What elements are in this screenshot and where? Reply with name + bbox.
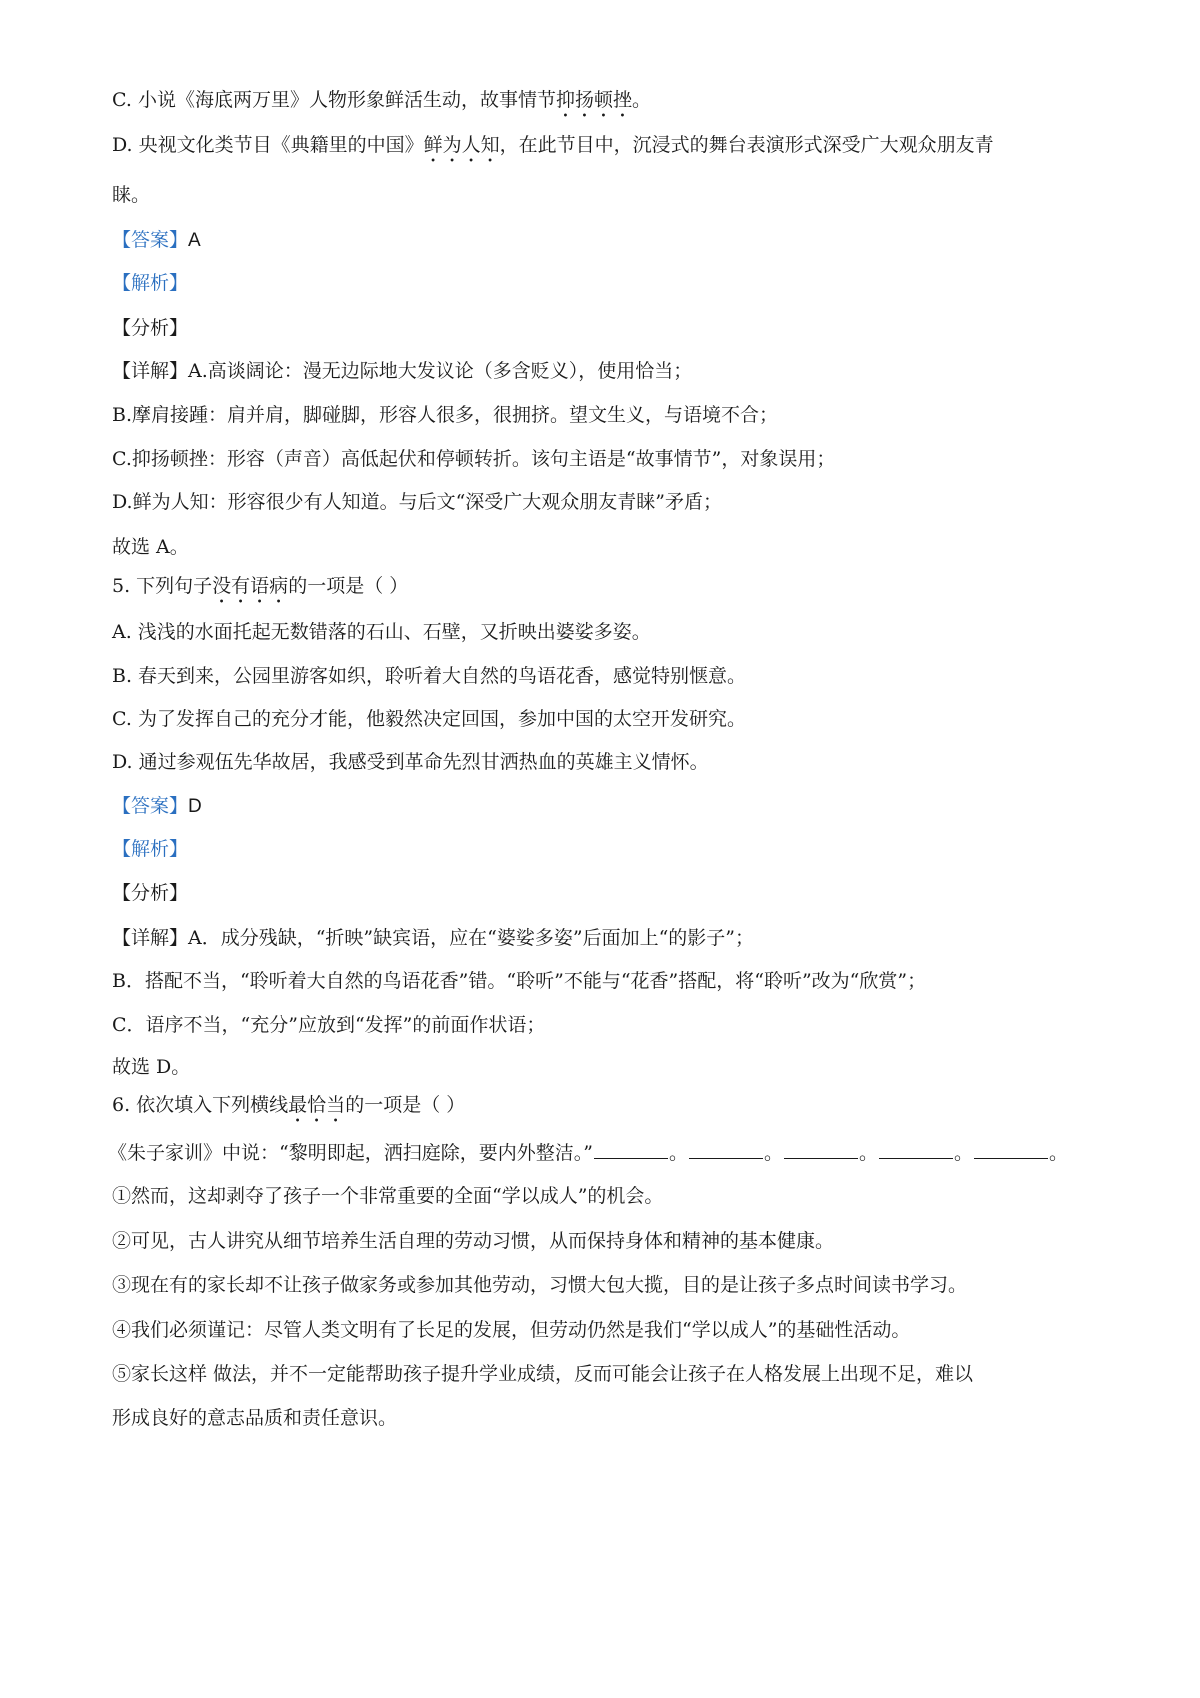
fill-blank	[974, 1140, 1048, 1159]
q4-answer	[112, 228, 201, 253]
emphasis-text: 最恰当	[288, 1094, 346, 1116]
q6-stem	[112, 1093, 465, 1127]
q6-sentence-3: ③现在有的家长却不让孩子做家务或参加其他劳动，习惯大包大揽，目的是让孩子多点时间读书学习。	[112, 1274, 968, 1296]
q4-detail-line: D.鲜为人知：形容很少有人知道。与后文“深受广大观众朋友青睐”矛盾；	[112, 491, 723, 513]
emphasis-text: 鲜为人知	[423, 134, 500, 156]
q5-detail-line: 【详解】A．成分残缺，“折映”缺宾语，应在“婆娑多姿”后面加上“的影子”；	[112, 927, 755, 949]
stem-text: 5. 下列句子	[112, 575, 213, 597]
q5-option-d: D. 通过参观伍先华故居，我感受到革命先烈甘洒热血的英雄主义情怀。	[112, 751, 709, 773]
answer-tag: 【答案】	[112, 795, 189, 817]
q6-sentence-1: ①然而，这却剥夺了孩子一个非常重要的全面“学以成人”的机会。	[112, 1185, 664, 1207]
q5-analysis-tag: 【解析】	[112, 838, 189, 860]
q5-stem	[112, 574, 408, 608]
q5-answer	[112, 794, 202, 819]
q4-fenxi: 【分析】	[112, 317, 189, 339]
option-text-end: 。	[631, 89, 651, 111]
q5-conclusion: 故选 D。	[112, 1056, 191, 1078]
answer-value: A	[188, 230, 201, 251]
q5-option-a: A. 浅浅的水面托起无数错落的石山、石壁，又折映出婆娑多姿。	[112, 621, 651, 643]
q6-sentence-4: ④我们必须谨记：尽管人类文明有了长足的发展，但劳动仍然是我们“学以成人”的基础性活动。	[112, 1319, 911, 1341]
q6-sentence-5-cont: 形成良好的意志品质和责任意识。	[112, 1407, 398, 1429]
q4-detail-line: C.抑扬顿挫：形容（声音）高低起伏和停顿转折。该句主语是“故事情节”，对象误用；	[112, 448, 836, 470]
q5-option-c: C. 为了发挥自己的充分才能，他毅然决定回国，参加中国的太空开发研究。	[112, 708, 746, 730]
fill-blank	[594, 1140, 668, 1159]
fill-blank	[784, 1140, 858, 1159]
quote-text: 《朱子家训》中说：“黎明即起，洒扫庭除，要内外整洁。”	[108, 1142, 593, 1164]
q4-option-d	[112, 133, 994, 167]
answer-tag: 【答案】	[112, 229, 189, 251]
q4-conclusion: 故选 A。	[112, 536, 189, 558]
q6-quote-line: 《朱子家训》中说：“黎明即起，洒扫庭除，要内外整洁。” 。 。 。 。 。	[108, 1142, 1069, 1164]
q4-option-d-cont: 睐。	[112, 184, 151, 206]
emphasis-text: 没有语病	[212, 575, 289, 597]
q5-option-b: B. 春天到来，公园里游客如织，聆听着大自然的鸟语花香，感觉特别惬意。	[112, 665, 747, 687]
q4-option-c	[112, 88, 651, 122]
stem-text-end: 的一项是（ ）	[345, 1094, 466, 1116]
option-text: D. 央视文化类节目《典籍里的中国》	[112, 134, 424, 156]
answer-value: D	[188, 796, 202, 817]
q6-sentence-2: ②可见，古人讲究从细节培养生活自理的劳动习惯，从而保持身体和精神的基本健康。	[112, 1230, 835, 1252]
fill-blank	[879, 1140, 953, 1159]
stem-text-end: 的一项是（ ）	[288, 575, 409, 597]
q4-analysis-tag: 【解析】	[112, 272, 189, 294]
fill-blank	[689, 1140, 763, 1159]
q5-fenxi: 【分析】	[112, 882, 189, 904]
stem-text: 6. 依次填入下列横线	[112, 1094, 289, 1116]
q4-detail-line: B.摩肩接踵：肩并肩，脚碰脚，形容人很多，很拥挤。望文生义，与语境不合；	[112, 404, 779, 426]
q5-detail-line: B．搭配不当，“聆听着大自然的鸟语花香”错。“聆听”不能与“花香”搭配，将“聆听”改为“欣赏”；	[112, 970, 927, 992]
q6-sentence-5: ⑤家长这样 做法，并不一定能帮助孩子提升学业成绩，反而可能会让孩子在人格发展上出现不足，难以	[112, 1363, 974, 1385]
option-text-end: ，在此节目中，沉浸式的舞台表演形式深受广大观众朋友青	[499, 134, 994, 156]
q4-detail-line: 【详解】A.高谈阔论：漫无边际地大发议论（多含贬义），使用恰当；	[112, 360, 693, 382]
emphasis-text: 抑扬顿挫	[555, 89, 632, 111]
option-text: C. 小说《海底两万里》人物形象鲜活生动，故事情节	[112, 89, 556, 111]
q5-detail-line: C．语序不当，“充分”应放到“发挥”的前面作状语；	[112, 1014, 546, 1036]
